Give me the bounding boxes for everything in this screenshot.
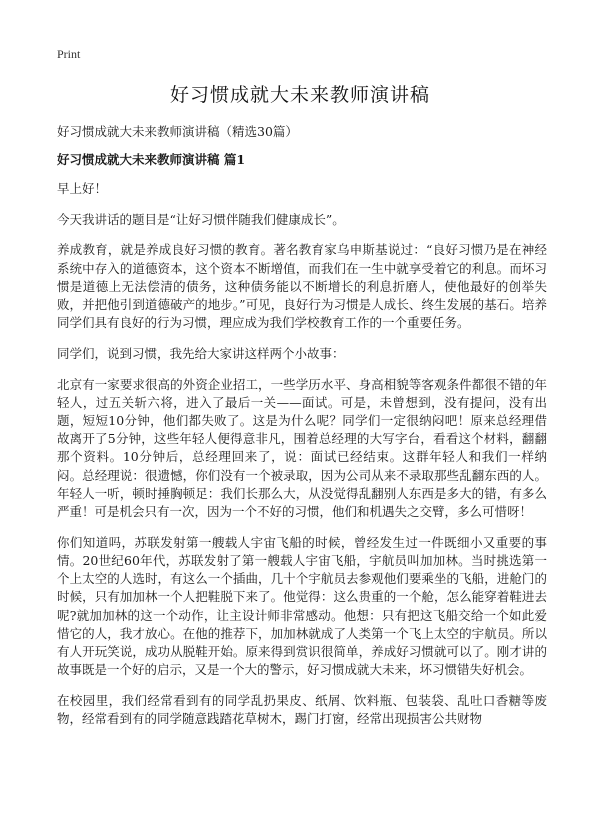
paragraph-story-intro: 同学们，说到习惯，我先给大家讲这样两个小故事： (57, 345, 345, 361)
section-heading: 好习惯成就大未来教师演讲稿 篇1 (57, 152, 246, 167)
paragraph-campus: 在校园里，我们经常看到有的同学乱扔果皮、纸屑、饮料瓶、包装袋、乱吐口香糖等废物，经常看到有的同学随意践踏花草树木，踢门打窗，经常出现损害公共财物 (57, 692, 547, 727)
paragraph-topic: 今天我讲话的题目是“让好习惯伴随我们健康成长”。 (57, 211, 345, 227)
paragraph-habit-education: 养成教育，就是养成良好习惯的教育。著名教育家乌申斯基说过：“良好习惯乃是在神经系统中存入的道德资本，这个资本不断增值，而我们在一生中就享受着它的利息。而坏习惯是道德上无法偿清的债务，这种债务能以不断增长的利息折磨人，使他最好的创举失败，并把他引到道德破产的地步。”可见，良好行为习惯是人成长、终生发展的基石。培养同学们具有良好的行为习惯，理应成为我们学校教育工作的一个重要任务。 (57, 242, 547, 331)
print-link[interactable]: Print (57, 47, 81, 61)
page-title: 好习惯成就大未来教师演讲稿 (169, 84, 430, 106)
paragraph-story-interview: 北京有一家要求很高的外资企业招工，一些学历水平、身高相貌等客观条件都很不错的年轻人，过五关斩六将，进入了最后一关——面试。可是，未曾想到，没有提问，没有出题，短短10分钟，他们都失败了。这是为什么呢？同学们一定很纳闷吧！原来总经理借故离开了5分钟，这些年轻人便得意非凡，围着总经理的大写字台，看看这个材料，翻翻那个资料。10分钟后，总经理回来了，说：面试已经结束。这群年轻人和我们一样纳闷。总经理说：很遗憾，你们没有一个被录取，因为公司从来不录取那些乱翻东西的人。年轻人一听，顿时捶胸顿足：我们长那么大，从没觉得乱翻别人东西是多大的错，有多么严重！可是机会只有一次，因为一个不好的习惯，他们和机遇失之交臂，多么可惜呀！ (57, 376, 547, 520)
paragraph-greeting: 早上好！ (57, 181, 108, 196)
paragraph-story-gagarin: 你们知道吗，苏联发射第一艘载人宇宙飞船的时候，曾经发生过一件既细小又重要的事情。20世纪60年代，苏联发射了第一艘载人宇宙飞船，宇航员叫加加林。当时挑选第一个上太空的人选时，有这么一个插曲，几十个宇航员去参观他们要乘坐的飞船，进舱门的时候，只有加加林一个人把鞋脱下来了。他觉得：这么贵重的一个舱，怎么能穿着鞋进去呢?就加加林的这一个动作，让主设计师非常感动。他想：只有把这飞船交给一个如此爱惜它的人，我才放心。在他的推荐下，加加林就成了人类第一个飞上太空的宇航员。所以有人开玩笑说，成功从脱鞋开始。原来得到赏识很简单，养成好习惯就可以了。刚才讲的故事既是一个好的启示，又是一个大的警示，好习惯成就大未来，坏习惯错失好机会。 (57, 534, 547, 678)
document-body (57, 180, 547, 741)
document-subtitle: 好习惯成就大未来教师演讲稿（精选30篇） (57, 124, 298, 139)
